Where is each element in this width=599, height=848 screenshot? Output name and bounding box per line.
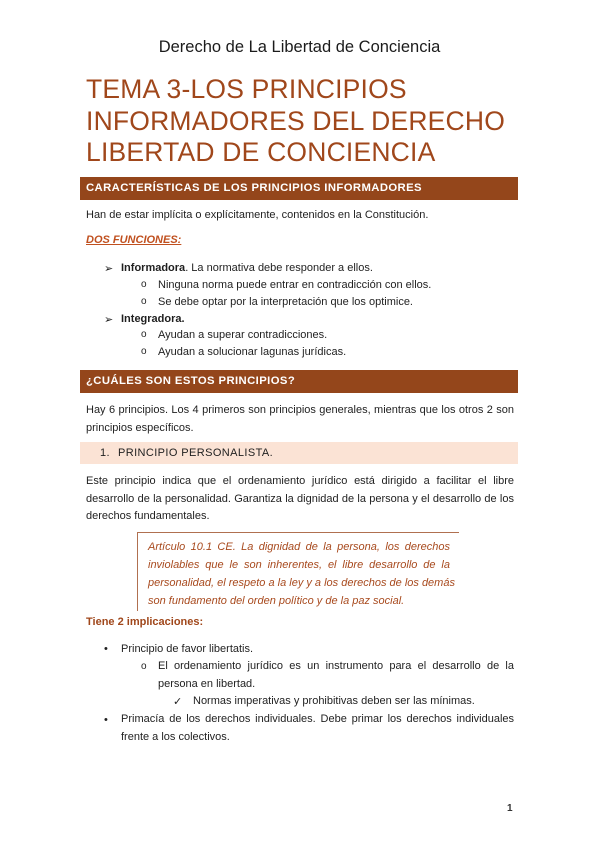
title-line: LIBERTAD DE CONCIENCIA	[86, 137, 436, 167]
intro-paragraph: Han de estar implícita o explícitamente, contenidos en la Constitución.	[86, 209, 429, 221]
paragraph-line: frente a los colectivos.	[121, 730, 230, 743]
subsection-title: PRINCIPIO PERSONALISTA.	[118, 447, 274, 459]
sub-list-item: Ninguna norma puede entrar en contradicción con ellos.	[158, 279, 432, 291]
checkmark-icon: ✓	[173, 696, 183, 708]
list-item	[121, 313, 185, 325]
bullet-icon: •	[104, 714, 108, 726]
check-item: Normas imperativas y prohibitivas deben ser las mínimas.	[193, 695, 475, 707]
quote-line: inviolables que le son inherentes, el libre desarrollo de la	[148, 559, 450, 571]
sub-list-item: Ayudan a superar contradicciones.	[158, 329, 328, 341]
quote-line: son fundamento del orden político y de la paz social.	[148, 595, 405, 607]
dos-funciones-label: DOS FUNCIONES:	[86, 234, 182, 246]
circle-bullet-icon: o	[141, 279, 147, 290]
bullet-item: Principio de favor libertatis.	[121, 643, 254, 655]
paragraph-line: principios específicos.	[86, 421, 194, 434]
article-quote	[148, 538, 455, 610]
sub-list-item: Ayudan a solucionar lagunas jurídicas.	[158, 346, 347, 358]
page-header: Derecho de La Libertad de Conciencia	[158, 38, 441, 56]
principles-paragraph	[86, 402, 514, 437]
circle-bullet-icon: o	[141, 296, 147, 307]
sub-list-item	[158, 658, 514, 693]
personalista-paragraph	[86, 473, 514, 526]
page-number: 1	[507, 803, 513, 814]
paragraph-line: desarrollo de la personalidad. Garantiza la dignidad de la persona y el desarrollo de los	[86, 492, 514, 505]
sub-list-item: Se debe optar por la interpretación que los optimice.	[158, 296, 413, 308]
bullet-item	[121, 711, 514, 746]
circle-bullet-icon: o	[141, 346, 147, 357]
page-title	[86, 74, 526, 169]
list-item	[121, 262, 373, 274]
arrow-bullet-icon: ➢	[104, 314, 114, 326]
section-heading-cuales: ¿CUÁLES SON ESTOS PRINCIPIOS?	[80, 370, 518, 393]
paragraph-line: El ordenamiento jurídico es un instrumento para el desarrollo de la	[158, 660, 514, 672]
quote-line: Artículo 10.1 CE. La dignidad de la persona, los derechos	[148, 541, 450, 553]
arrow-bullet-icon: ➢	[104, 263, 114, 275]
paragraph-line: persona en libertad.	[158, 677, 256, 690]
item-bold: Integradora.	[121, 313, 185, 325]
item-bold: Informadora	[121, 262, 186, 274]
quote-line: personalidad, el respeto a la ley y a los derechos de los demás	[148, 577, 455, 589]
paragraph-line: Hay 6 principios. Los 4 primeros son principios generales, mientras que los otros 2 son	[86, 404, 514, 416]
item-text: . La normativa debe responder a ellos.	[185, 262, 373, 274]
title-line: INFORMADORES DEL DERECHO	[86, 105, 506, 136]
implicaciones-label: Tiene 2 implicaciones:	[86, 616, 204, 628]
section-heading-caracteristicas: CARACTERÍSTICAS DE LOS PRINCIPIOS INFORMADORES	[80, 177, 518, 200]
bullet-icon: •	[104, 643, 108, 655]
paragraph-line: derechos fundamentales.	[86, 510, 210, 522]
circle-bullet-icon: o	[141, 661, 147, 672]
subsection-number: 1.	[100, 447, 110, 459]
subsection-heading-personalista	[80, 442, 518, 464]
circle-bullet-icon: o	[141, 329, 147, 340]
paragraph-line: Este principio indica que el ordenamiento jurídico está dirigido a facilitar el libre	[86, 475, 514, 487]
paragraph-line: Primacía de los derechos individuales. Debe primar los derechos individuales	[121, 713, 514, 725]
title-line: TEMA 3-LOS PRINCIPIOS	[86, 74, 407, 104]
